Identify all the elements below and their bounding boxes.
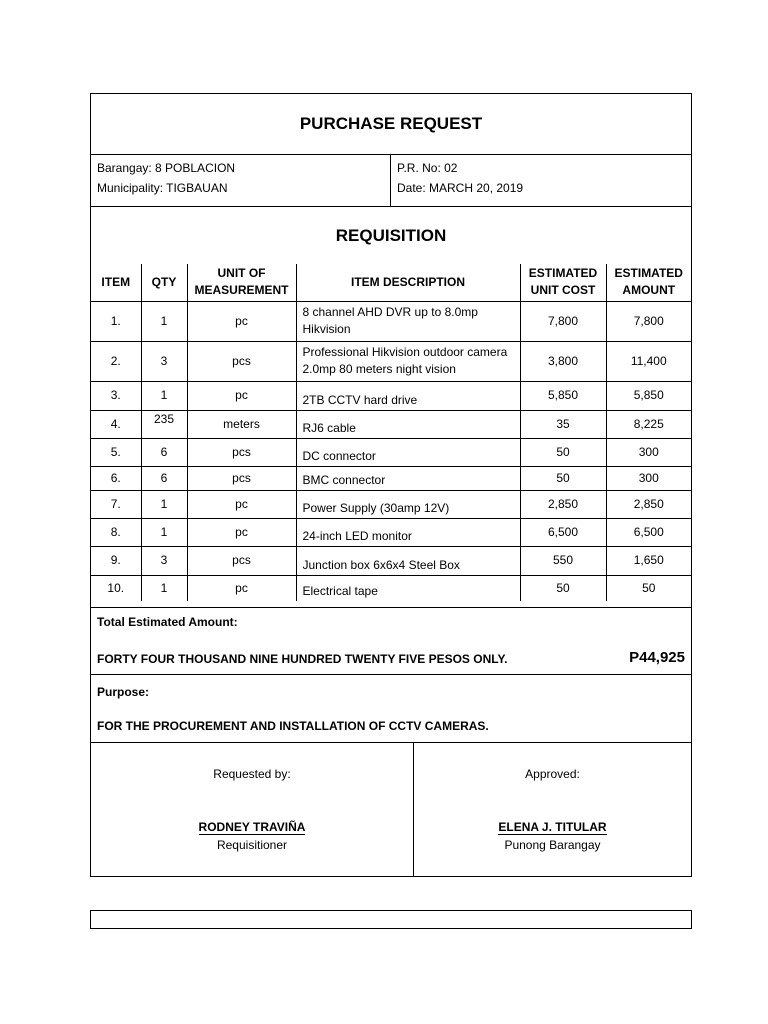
total-section: [91, 607, 691, 674]
item-unit: pc: [187, 518, 296, 546]
item-amount: 300: [606, 466, 691, 490]
request-info: [391, 155, 691, 206]
item-qty: 6: [141, 438, 187, 466]
item-amount: 2,850: [606, 490, 691, 518]
item-amount: 6,500: [606, 518, 691, 546]
item-qty: 1: [141, 518, 187, 546]
total-in-words: FORTY FOUR THOUSAND NINE HUNDRED TWENTY FIVE PESOS ONLY.: [97, 652, 508, 666]
col-header-description: ITEM DESCRIPTION: [296, 264, 520, 301]
item-description: DC connector: [296, 438, 520, 466]
item-unit-cost: 35: [520, 410, 606, 438]
col-header-item: ITEM: [91, 264, 141, 301]
item-unit: pc: [187, 381, 296, 410]
item-description: Electrical tape: [296, 575, 520, 601]
item-amount: 11,400: [606, 341, 691, 381]
item-unit: pc: [187, 490, 296, 518]
item-description: 24-inch LED monitor: [296, 518, 520, 546]
item-amount: 5,850: [606, 381, 691, 410]
requested-by-block: [91, 743, 414, 877]
table-row: [91, 518, 691, 546]
item-number: 7.: [91, 490, 141, 518]
barangay-field: Barangay: 8 POBLACION: [97, 161, 236, 175]
item-number: 6.: [91, 466, 141, 490]
item-description: 2TB CCTV hard drive: [296, 381, 520, 410]
item-unit: pcs: [187, 341, 296, 381]
col-header-amount: ESTIMATED AMOUNT: [606, 264, 691, 301]
item-qty: 3: [141, 546, 187, 575]
item-unit-cost: 50: [520, 438, 606, 466]
item-number: 1.: [91, 301, 141, 341]
item-number: 10.: [91, 575, 141, 601]
col-header-qty: QTY: [141, 264, 187, 301]
approver-role: Punong Barangay: [504, 838, 601, 852]
col-header-unit: UNIT OF MEASUREMENT: [187, 264, 296, 301]
item-amount: 50: [606, 575, 691, 601]
table-row: [91, 546, 691, 575]
item-description: BMC connector: [296, 466, 520, 490]
item-number: 3.: [91, 381, 141, 410]
purpose-section: [91, 674, 691, 743]
table-row: [91, 410, 691, 438]
item-unit: pcs: [187, 546, 296, 575]
item-unit-cost: 550: [520, 546, 606, 575]
header-info: [91, 155, 691, 207]
item-unit-cost: 7,800: [520, 301, 606, 341]
item-qty: 1: [141, 490, 187, 518]
item-qty: 1: [141, 301, 187, 341]
table-row: [91, 575, 691, 601]
item-qty: 1: [141, 381, 187, 410]
item-qty: 3: [141, 341, 187, 381]
item-description: RJ6 cable: [296, 410, 520, 438]
purchase-request-form: [90, 93, 692, 877]
table-row: [91, 438, 691, 466]
bottom-empty-box: [90, 910, 692, 929]
item-amount: 8,225: [606, 410, 691, 438]
approved-by-block: [414, 743, 691, 877]
item-amount: 1,650: [606, 546, 691, 575]
table-row: [91, 301, 691, 341]
item-unit-cost: 3,800: [520, 341, 606, 381]
approver-name: [414, 820, 691, 834]
table-row: [91, 490, 691, 518]
approver-name-text: ELENA J. TITULAR: [498, 820, 607, 834]
item-qty: 1: [141, 575, 187, 601]
item-amount: 7,800: [606, 301, 691, 341]
pr-number-field: P.R. No: 02: [397, 161, 458, 175]
item-unit: pc: [187, 301, 296, 341]
item-unit-cost: 50: [520, 466, 606, 490]
signature-section: [91, 742, 691, 877]
item-number: 2.: [91, 341, 141, 381]
item-qty: 235: [141, 410, 187, 438]
requested-by-caption: Requested by:: [213, 767, 291, 781]
table-row: [91, 466, 691, 490]
location-info: [91, 155, 391, 206]
item-description: 8 channel AHD DVR up to 8.0mp Hikvision: [296, 301, 520, 341]
total-amount: P44,925: [629, 649, 685, 666]
item-unit: pc: [187, 575, 296, 601]
item-unit-cost: 6,500: [520, 518, 606, 546]
date-field: Date: MARCH 20, 2019: [397, 181, 524, 195]
item-number: 5.: [91, 438, 141, 466]
purpose-text: FOR THE PROCUREMENT AND INSTALLATION OF CCTV CAMERAS.: [97, 719, 489, 733]
approved-caption: Approved:: [525, 767, 580, 781]
requester-name: [91, 820, 413, 834]
purpose-label: Purpose:: [97, 685, 150, 699]
item-description: Junction box 6x6x4 Steel Box: [296, 546, 520, 575]
item-number: 8.: [91, 518, 141, 546]
item-number: 9.: [91, 546, 141, 575]
item-description: Professional Hikvision outdoor camera 2.0mp 80 meters night vision: [296, 341, 520, 381]
item-number: 4.: [91, 410, 141, 438]
table-row: [91, 381, 691, 410]
item-description: Power Supply (30amp 12V): [296, 490, 520, 518]
total-label: Total Estimated Amount:: [97, 615, 238, 629]
item-unit: meters: [187, 410, 296, 438]
item-qty: 6: [141, 466, 187, 490]
requester-role: Requisitioner: [216, 838, 288, 852]
table-row: [91, 341, 691, 381]
col-header-unit-cost: ESTIMATED UNIT COST: [520, 264, 606, 301]
item-unit: pcs: [187, 438, 296, 466]
item-unit-cost: 50: [520, 575, 606, 601]
requisition-heading: REQUISITION: [335, 225, 447, 245]
items-table: [91, 264, 691, 601]
form-title: PURCHASE REQUEST: [91, 94, 691, 155]
item-unit-cost: 2,850: [520, 490, 606, 518]
table-header-row: [91, 264, 691, 301]
item-unit-cost: 5,850: [520, 381, 606, 410]
item-unit: pcs: [187, 466, 296, 490]
requester-name-text: RODNEY TRAVIÑA: [198, 820, 306, 834]
municipality-field: Municipality: TIGBAUAN: [97, 181, 228, 195]
item-amount: 300: [606, 438, 691, 466]
